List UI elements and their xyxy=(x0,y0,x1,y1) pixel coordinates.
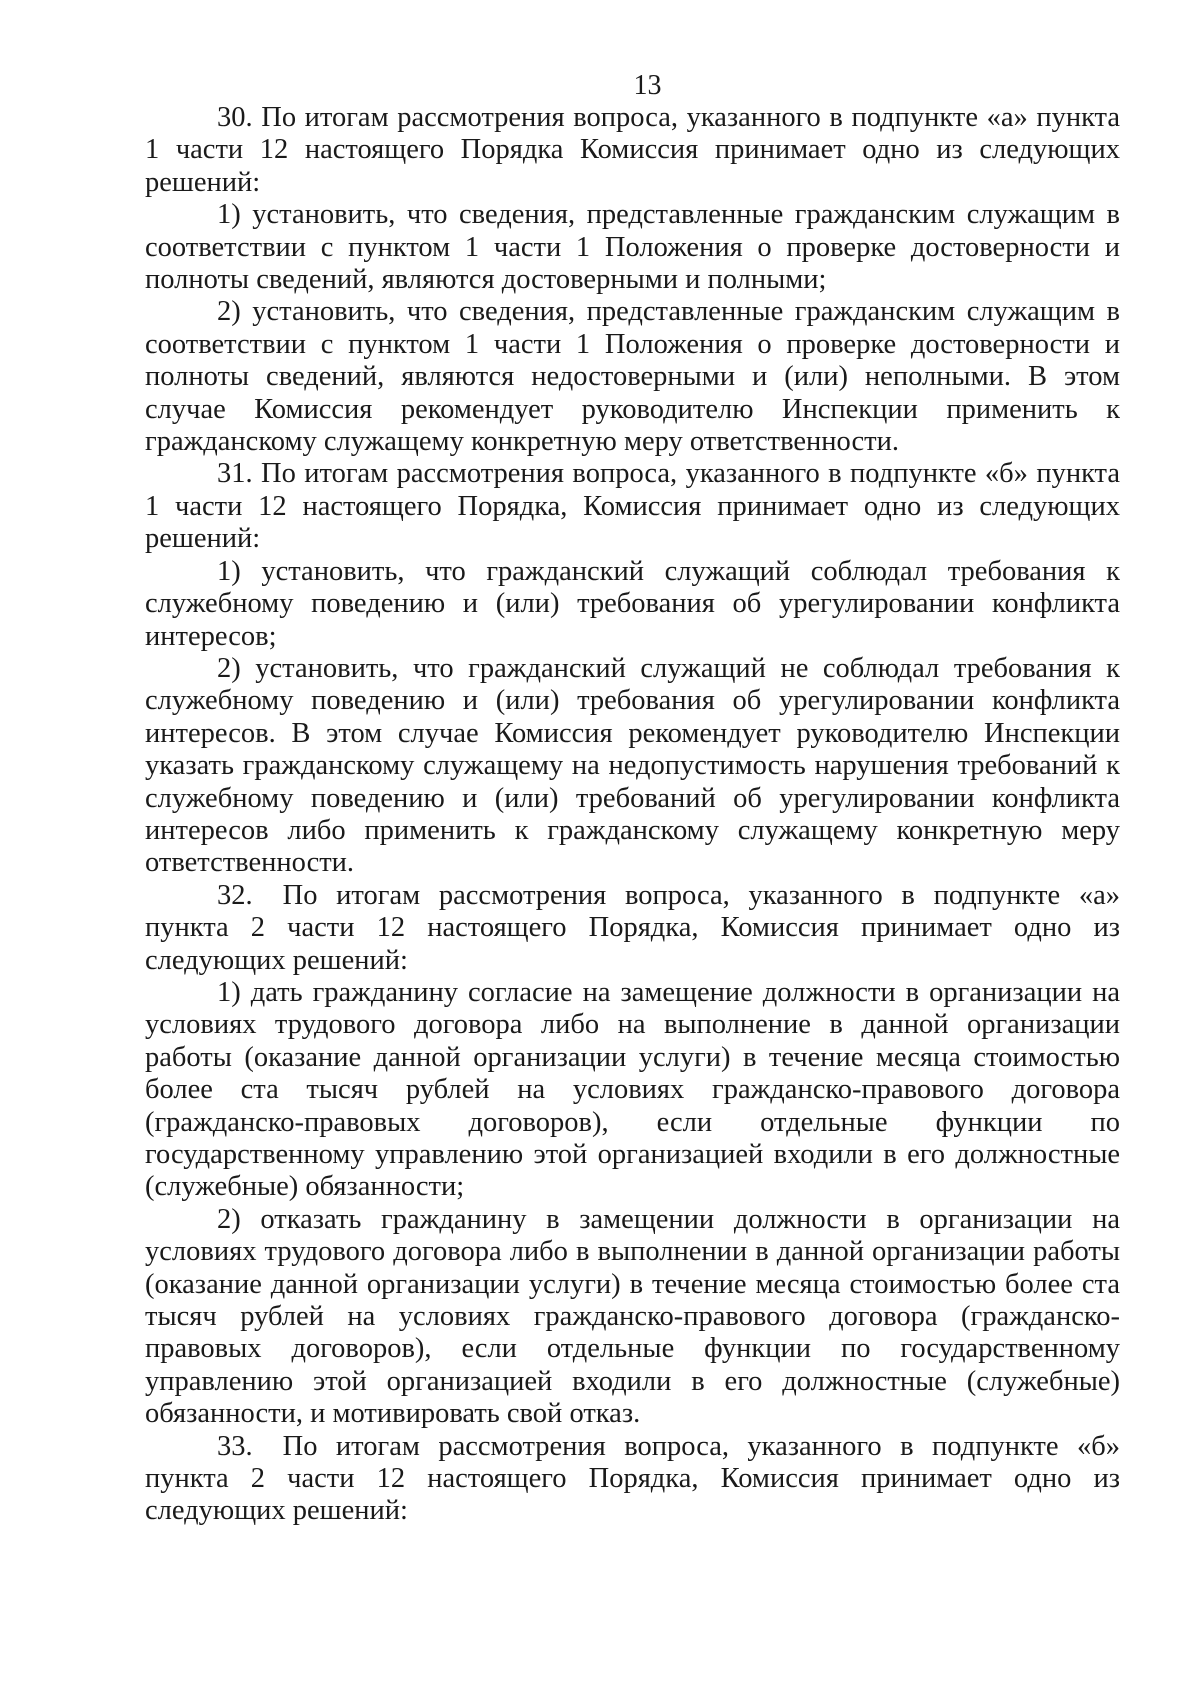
paragraph-33 xyxy=(145,1431,1120,1528)
paragraph-32-item-2: 2) отказать гражданину в замещении должности в организации на условиях трудового договора либо в выполнении в данной организации работы (оказание данной организации услуги) в течение месяца стоимостью более ста тысяч рублей на условиях гражданско-правового договора (гражданско-правовых договоров), если отдельные функции по государственному управлению этой организацией входили в его должностные (служебные) обязанности, и мотивировать свой отказ. xyxy=(145,1203,1120,1430)
paragraph-30-item-1: 1) установить, что сведения, представленные гражданским служащим в соответствии с пунктом 1 части 1 Положения о проверке достоверности и полноты сведений, являются достоверными и полными; xyxy=(145,199,1120,296)
paragraph-32 xyxy=(145,880,1120,977)
page-number: 13 xyxy=(633,70,662,101)
paragraph-31 xyxy=(145,458,1120,555)
paragraph-text: По итогам рассмотрения вопроса, указанного в подпункте «а» пункта 1 части 12 настоящего Порядка Комиссия принимает одно из следующих решений: xyxy=(145,102,1120,198)
document-page xyxy=(145,70,1120,1528)
paragraph-30-item-2: 2) установить, что сведения, представленные гражданским служащим в соответствии с пунктом 1 части 1 Положения о проверке достоверности и полноты сведений, являются недостоверными и (или) неполными. В этом случае Комиссия рекомендует руководителю Инспекции применить к гражданскому служащему конкретную меру ответственности. xyxy=(145,296,1120,458)
paragraph-text: По итогам рассмотрения вопроса, указанного в подпункте «а» пункта 2 части 12 настоящего Порядка, Комиссия принимает одно из следующих решений: xyxy=(145,879,1120,976)
paragraph-31-item-2: 2) установить, что гражданский служащий не соблюдал требования к служебному поведению и (или) требования об урегулировании конфликта интересов. В этом случае Комиссия рекомендует руководителю Инспекции указать гражданскому служащему на недопустимость нарушения требований к служебному поведению и (или) требований об урегулировании конфликта интересов либо применить к гражданскому служащему конкретную меру ответственности. xyxy=(145,652,1120,879)
paragraph-number: 32. xyxy=(217,879,253,911)
paragraph-number: 33. xyxy=(217,1430,253,1462)
paragraph-31-item-1: 1) установить, что гражданский служащий соблюдал требования к служебному поведению и (или) требования об урегулировании конфликта интересов; xyxy=(145,555,1120,652)
paragraph-text: По итогам рассмотрения вопроса, указанного в подпункте «б» пункта 1 части 12 настоящего Порядка, Комиссия принимает одно из следующих решений: xyxy=(145,458,1121,555)
paragraph-number: 31. xyxy=(217,458,253,490)
paragraph-30 xyxy=(145,102,1120,199)
paragraph-text: По итогам рассмотрения вопроса, указанного в подпункте «б» пункта 2 части 12 настоящего Порядка, Комиссия принимает одно из следующих решений: xyxy=(145,1430,1120,1527)
paragraph-32-item-1: 1) дать гражданину согласие на замещение должности в организации на условиях трудового договора либо на выполнение в данной организации работы (оказание данной организации услуги) в течение месяца стоимостью более ста тысяч рублей на условиях гражданско-правового договора (гражданско-правовых договоров), если отдельные функции по государственному управлению этой организацией входили в его должностные (служебные) обязанности; xyxy=(145,976,1120,1203)
paragraph-number: 30. xyxy=(217,102,253,133)
